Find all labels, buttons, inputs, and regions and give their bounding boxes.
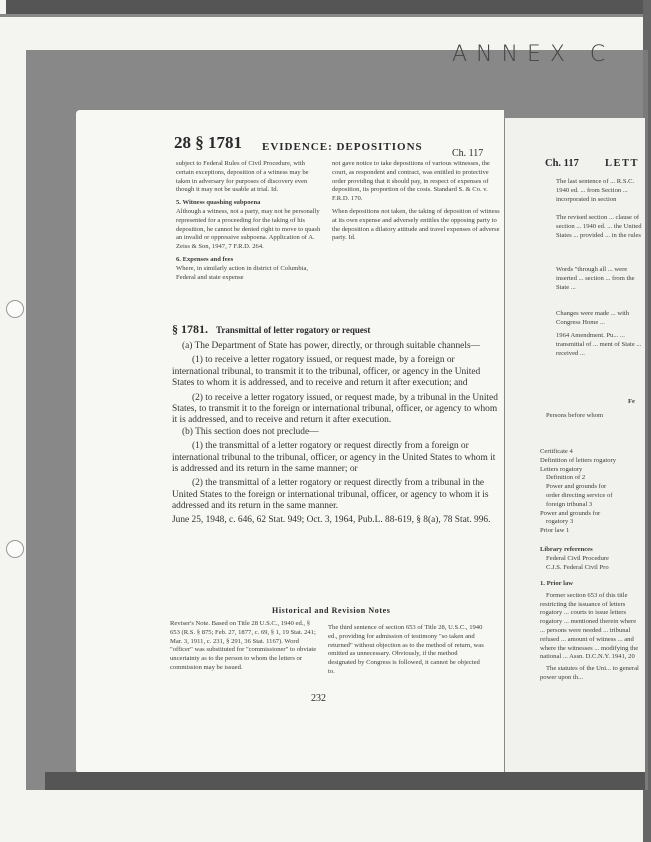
annotation-paragraph: Although a witness, not a party, may not be personally represented for a proceeding for the taking of his deposition, he cannot be denied right to move to quash an invalid or oppressive subpoena. Application of A. Zeiss & Son, 1947, 7 F.R.D. 264. [176,207,321,251]
annotation-heading: 5. Witness quashing subpoena [176,199,261,207]
annotation-paragraph: subject to Federal Rules of Civil Procedure, with certain exceptions, deposition of a witness may be taken in adversary for purposes of discovery even though it may not be usable at trial. Id. [176,160,309,194]
historical-notes-left: Reviser's Note. Based on Title 28 U.S.C., 1940 ed., § 653 (R.S. § 875; Feb. 27, 1877, c. 69, § 1, 19 Stat. 241; Mar. 3, 1911, c. 231, § 291, 36 Stat. 1167). Word "officer" was substituted for "commissioner" to obviate uncertainty as to the person to whom the letters or commission may be issued. [170,620,317,671]
annex-annotation: ANNEX C [452,42,615,67]
right-note: Words "through all ... were inserted ... section ... from the State ... [556,266,635,291]
note-paragraph: Former section 653 of this title restricting the issuance of letters rogatory ... courts to issue letters rogatory ... mentioned therein where ... persons were needed ... tribunal refused ... amount of witness ... and where the witnesses ... modifying the national ... Assn. D.C.N.Y. 1941, 20 [540,591,639,661]
right-running-title: LETT [605,158,640,169]
note-heading: 1. Prior law [540,580,574,587]
annotation-column-right [332,160,500,243]
right-heading-fragment: Fe [628,398,635,405]
annotation-heading: 6. Expenses and fees [176,255,234,263]
annotation-column-left [176,160,324,282]
section-heading [172,322,502,337]
notes-index [540,448,642,536]
statute-paragraph: (b) This section does not preclude— [182,426,319,437]
right-note: The revised section ... clause of section ... 1940 ed. ... the United States ... provided ... in the rules [556,214,642,239]
scan-bottom-shadow [45,772,645,790]
page-number: 232 [311,693,326,704]
statute-paragraph: (a) The Department of State has power, directly, or through suitable channels— [182,341,480,351]
library-heading: Library references [540,546,593,553]
historical-notes-right: The third sentence of section 653 of Title 28, U.S.C., 1940 ed., providing for admission of testimony "so taken and returned" without objection as to the method of return, was omitted as unnecessary. Obviously, if the method designated by Congress is followed, it cannot be objected to. [328,624,484,675]
annotation-paragraph: not gave notice to take depositions of various witnesses, the court, as respondent and contract, was entitled to protective order providing that it should pay, in respect of expenses of deposition, its proportion of the costs. Standard S. & Co. v. F.R.D. 170. [332,160,490,203]
statute-paragraph: (1) to receive a letter rogatory issued, or request made, by a foreign or international tribunal, to transmit it to the tribunal, officer, or agency in the United States to whom it is addressed, and to receive and return it after execution; and [172,355,481,389]
library-entry: Federal Civil Procedure [546,554,609,562]
historical-notes-heading: Historical and Revision Notes [272,606,391,615]
chapter-label: Ch. 117 [452,148,484,159]
annotation-paragraph: When depositions not taken, the taking of deposition of witness at its own expense and adversely entitles the opposing party to the deposition a dilatory attitude and travel expenses of adverse party. Id. [332,207,500,242]
statute-paragraph: (2) the transmittal of a letter rogatory or request directly from a tribunal in the United States to the foreign or international tribunal, officer, or agency to whom it is addressed and its return in the same manner. [172,478,489,512]
statute-section [172,322,502,526]
section-title: Transmittal of letter rogatory or request [216,325,371,335]
prior-law-note [540,580,642,683]
library-entry: C.J.S. Federal Civil Pro [546,563,609,571]
section-number: § 1781. [172,322,208,336]
index-entry: Certificate 4 [540,448,573,455]
section-header-number: 28 § 1781 [174,133,242,152]
library-references [540,546,642,572]
index-entry: Definition of 2 [546,474,586,482]
note-paragraph: The statutes of the Uni... to general power upon th... [540,665,639,681]
page-running-title: EVIDENCE: DEPOSITIONS [262,141,423,153]
scan-top-line [0,14,651,17]
punch-hole [6,540,24,558]
index-entry: foreign tribunal 3 [546,500,593,508]
right-chapter-label: Ch. 117 [545,158,579,169]
section-body [172,341,502,526]
index-entry: Definition of letters rogatory [540,456,616,464]
index-entry: Power and grounds for [546,483,607,491]
punch-hole [6,300,24,318]
index-entry: Prior law 1 [540,527,570,535]
index-entry: Power and grounds for [540,509,601,517]
scan-top-edge [6,0,646,14]
statute-history: June 25, 1948, c. 646, 62 Stat. 949; Oct. 3, 1964, Pub.L. 88-619, § 8(a), 78 Stat. 996. [172,514,491,525]
statute-paragraph: (1) the transmittal of a letter rogatory or request directly from a foreign or international tribunal to the tribunal, officer, or agency in the United States to whom it is addressed and its return in the same manner; or [172,441,496,475]
statute-paragraph: (2) to receive a letter rogatory issued, or request made, by a tribunal in the United States, to transmit it to the foreign or international tribunal, officer, or agency to whom it is addressed, and to receive and return it after execution. [172,392,498,426]
index-entry: Letters rogatory [540,465,583,473]
annotation-paragraph: Where, in similarly action in district of Columbia, Federal and state expense [176,264,309,281]
index-entry: rogatory 3 [546,518,574,526]
right-note: The last sentence of ... R.S.C. 1940 ed. ... from Section ... incorporated in section [556,178,635,203]
right-note: 1964 Amendment. Pu... ... transmittal of ... ment of State ... received ... [556,332,642,357]
right-note: Changes were made ... with Congress Home ... [556,310,630,326]
right-note: Persons before whom [546,412,604,419]
index-entry: order directing service of [546,491,613,499]
